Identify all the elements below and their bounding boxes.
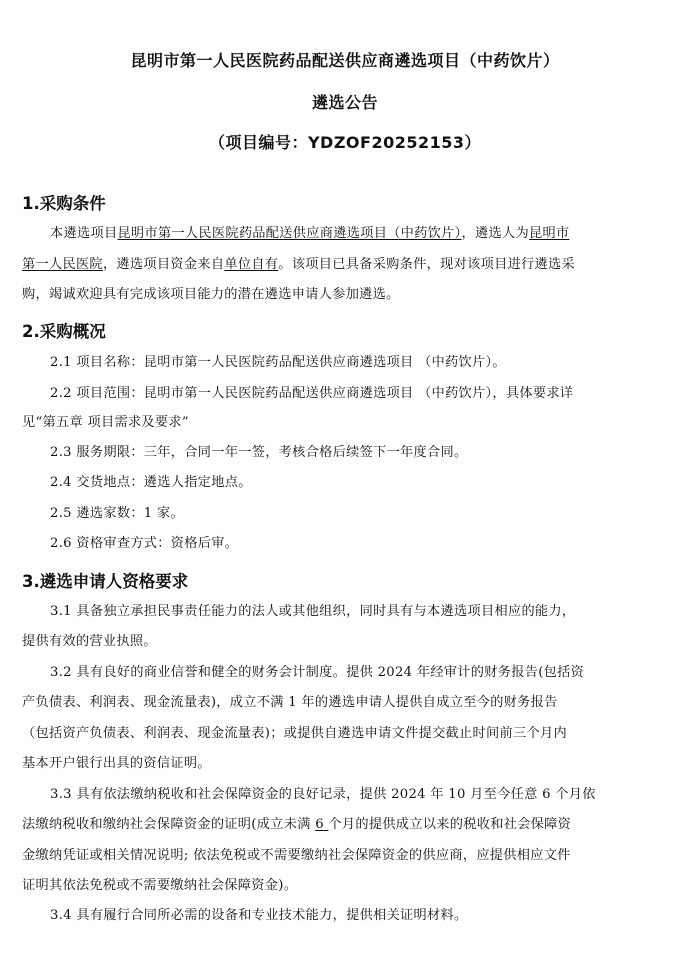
text-run: 本遴选项目 (50, 226, 118, 241)
project-number: （项目编号：YDZOF20252153） (208, 133, 482, 152)
paragraph-line: 3.3 具有依法缴纳税收和社会保障资金的良好记录，提供 2024 年 10 月至今任意 6 个月依 (50, 787, 596, 802)
paragraph-line: 证明其依法免税或不需要缴纳社会保障资金)。 (22, 878, 298, 893)
text-run: 个月的提供成立以来的税收和社会保障资 (328, 817, 572, 832)
paragraph-line: 2.6 资格审查方式：资格后审。 (50, 536, 239, 551)
fund-source-underlined: 单位自有 (224, 257, 279, 272)
months-underlined: 6 (315, 817, 329, 832)
paragraph-line: 3.2 具有良好的商业信誉和健全的财务会计制度。提供 2024 年经审计的财务报告(包括资 (50, 665, 585, 680)
paragraph-line: 见“第五章 项目需求及要求” (22, 415, 189, 430)
section-heading-1: 1.采购条件 (22, 194, 106, 213)
paragraph-line: 2.3 服务期限：三年，合同一年一签，考核合格后续签下一年度合同。 (50, 445, 468, 460)
paragraph-line (50, 225, 670, 243)
document-subtitle: 遴选公告 (311, 93, 378, 112)
document-title: 昆明市第一人民医院药品配送供应商遴选项目（中药饮片） (130, 51, 560, 70)
paragraph-line: 2.5 遴选家数：1 家。 (50, 506, 184, 521)
paragraph-line: 3.1 具备独立承担民事责任能力的法人或其他组织，同时具有与本遴选项目相应的能力， (50, 604, 576, 619)
paragraph-line: 2.4 交货地点：遴选人指定地点。 (50, 475, 252, 490)
section-heading-2: 2.采购概况 (22, 322, 106, 341)
paragraph-line: 2.2 项目范围：昆明市第一人民医院药品配送供应商遴选项目 （中药饮片），具体要求详 (50, 386, 574, 401)
purchaser-underlined: 昆明市 (528, 226, 570, 241)
paragraph-line (22, 256, 670, 274)
project-name-underlined: 昆明市第一人民医院药品配送供应商遴选项目（中药饮片） (117, 226, 462, 241)
paragraph-line: 2.1 项目名称：昆明市第一人民医院药品配送供应商遴选项目 （中药饮片）。 (50, 355, 506, 370)
text-run: ，遴选项目资金来自 (102, 257, 225, 272)
text-run: 。该项目已具备采购条件，现对该项目进行遴选采 (278, 257, 576, 272)
text-run: 法缴纳税收和缴纳社会保障资金的证明(成立未满 (22, 817, 316, 832)
paragraph-line: （包括资产负债表、利润表、现金流量表)；或提供自遴选申请文件提交截止时间前三个月内 (22, 726, 567, 741)
text-run: ，遴选人为 (461, 226, 529, 241)
section-heading-3: 3.遴选申请人资格要求 (22, 572, 189, 591)
paragraph-line: 金缴纳凭证或相关情况说明; 依法免税或不需要缴纳社会保障资金的供应商，应提供相应文件 (22, 848, 571, 863)
paragraph-line: 基本开户银行出具的资信证明。 (22, 756, 211, 771)
paragraph-line: 提供有效的营业执照。 (22, 634, 157, 649)
paragraph-line: 产负债表、利润表、现金流量表)，成立不满 1 年的遴选申请人提供自成立至今的财务报告 (22, 695, 558, 710)
paragraph-line: 3.4 具有履行合同所必需的设备和专业技术能力，提供相关证明材料。 (50, 908, 468, 923)
purchaser-underlined: 第一人民医院 (22, 257, 103, 272)
paragraph-line (22, 816, 670, 834)
paragraph-line: 购，竭诚欢迎具有完成该项目能力的潜在遴选申请人参加遴选。 (22, 287, 400, 302)
